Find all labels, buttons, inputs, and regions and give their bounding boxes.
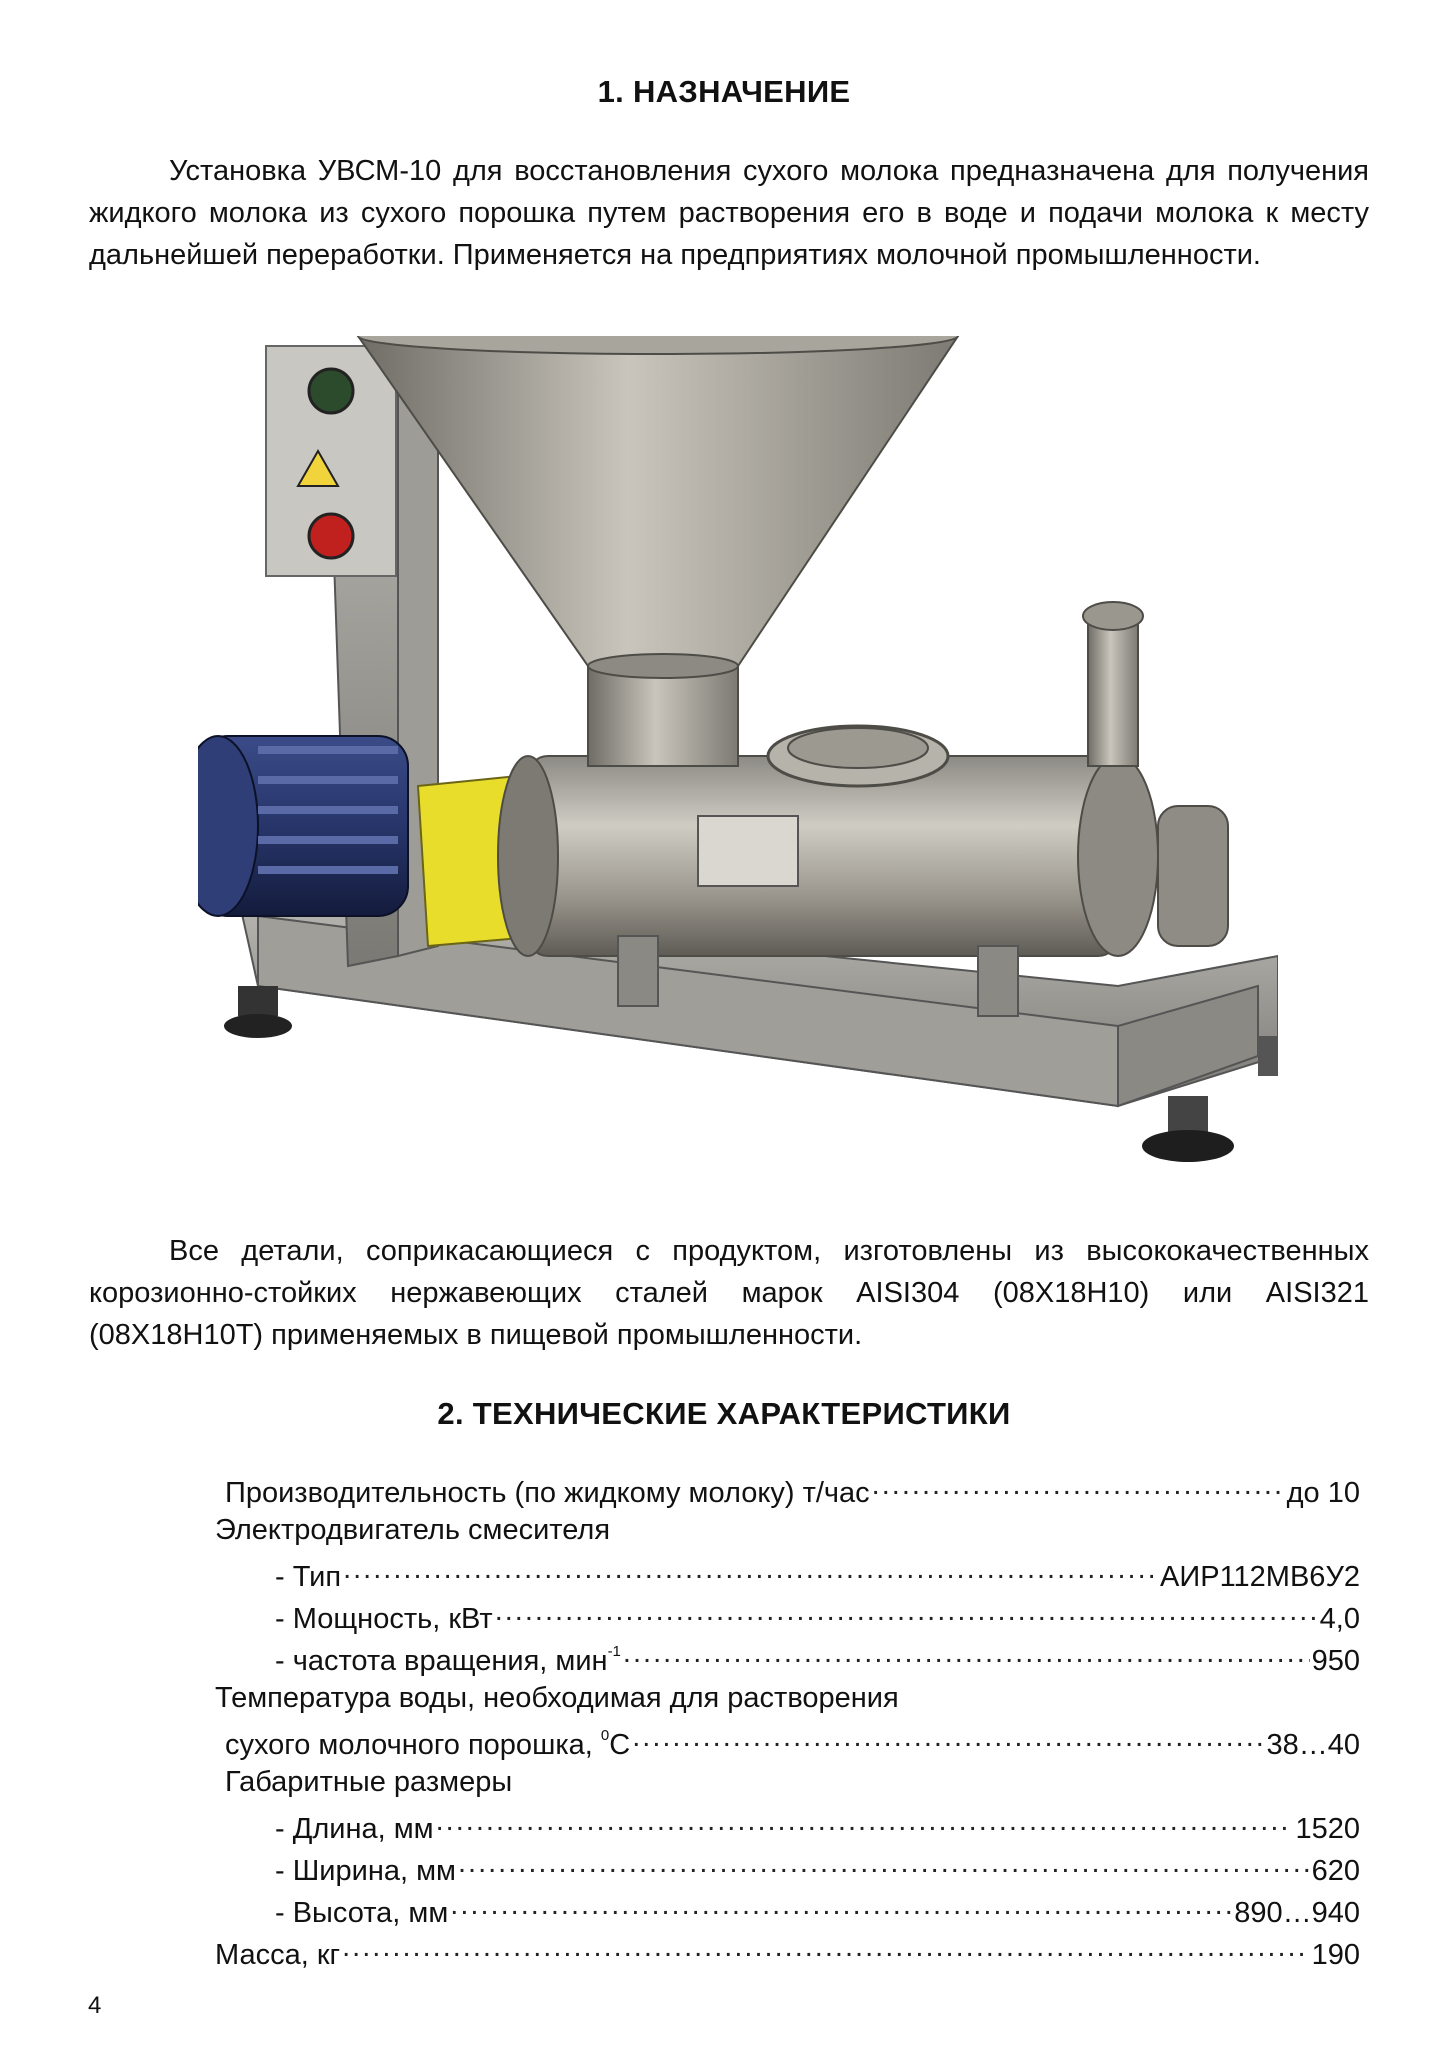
milk-reconstitution-unit-photo — [198, 336, 1278, 1216]
spec-heading-dimensions — [225, 1766, 512, 1806]
spec-row-height — [275, 1892, 1360, 1932]
spec-row-length — [275, 1808, 1360, 1848]
spec-row-motor-type — [275, 1556, 1360, 1596]
spec-label: - Длина, мм — [275, 1813, 434, 1845]
spec-heading-text: Электродвигатель смесителя — [215, 1514, 611, 1546]
section-2-title: 2. ТЕХНИЧЕСКИЕ ХАРАКТЕРИСТИКИ — [437, 1396, 1011, 1431]
spec-heading-text: Габаритные размеры — [225, 1766, 513, 1798]
leader-dots — [436, 1808, 1294, 1838]
materials-text: Все детали, соприкасающиеся с продуктом, изготовлены из высококачественных корозионно-стойких нержавеющих сталей марок AISI304 (08Х18Н10) или AISI321 (08Х18Н10Т) применяемых в пищевой промышленности. — [89, 1235, 1369, 1351]
spec-row-width — [275, 1850, 1360, 1890]
spec-value: 190 — [1311, 1939, 1360, 1971]
spec-label: Производительность (по жидкому молоку) т/час — [225, 1477, 870, 1509]
spec-row-motor-power — [275, 1598, 1360, 1638]
leader-dots — [450, 1892, 1232, 1922]
spec-value: 620 — [1311, 1855, 1360, 1887]
leader-dots — [343, 1556, 1158, 1586]
spec-row-water-temp — [225, 1724, 1360, 1764]
section-1-title: 1. НАЗНАЧЕНИЕ — [597, 74, 851, 109]
spec-row-mass — [215, 1934, 1360, 1974]
leader-dots — [458, 1850, 1310, 1880]
spec-label-text: - частота вращения, мин — [275, 1645, 608, 1677]
materials-paragraph — [89, 1230, 1369, 1356]
spec-label-text: сухого молочного порошка, — [225, 1729, 601, 1761]
spec-heading-motor — [215, 1514, 610, 1554]
spec-label: Масса, кг — [215, 1939, 341, 1971]
spec-value: до 10 — [1286, 1477, 1360, 1509]
spec-heading-water-temp — [215, 1682, 899, 1722]
intro-text: Установка УВСМ-10 для восстановления сухого молока предназначена для получения жидкого молока из сухого порошка путем растворения его в воде и подачи молока к месту дальнейшей переработки. Применяется на предприятиях молочной промышленности. — [89, 155, 1369, 271]
leader-dots — [342, 1934, 1309, 1964]
leader-dots — [495, 1598, 1318, 1628]
spec-value: 38…40 — [1266, 1729, 1360, 1761]
spec-label — [275, 1645, 621, 1678]
spec-value: 950 — [1311, 1645, 1360, 1677]
spec-value: 890…940 — [1234, 1897, 1360, 1929]
spec-value: АИР112МВ6У2 — [1160, 1561, 1360, 1593]
spec-label: - Ширина, мм — [275, 1855, 456, 1887]
spec-heading-text: Температура воды, необходимая для растворения — [215, 1682, 899, 1714]
spec-row-productivity — [225, 1472, 1360, 1512]
spec-row-motor-speed — [275, 1640, 1360, 1680]
spec-label: - Мощность, кВт — [275, 1603, 493, 1635]
spec-value: 1520 — [1295, 1813, 1360, 1845]
spec-unit: С — [609, 1729, 631, 1761]
spec-superscript: -1 — [607, 1643, 621, 1660]
page-number: 4 — [88, 1992, 102, 2019]
intro-paragraph — [89, 150, 1369, 276]
spec-value: 4,0 — [1319, 1603, 1360, 1635]
leader-dots — [632, 1724, 1264, 1754]
spec-label: - Тип — [275, 1561, 342, 1593]
leader-dots — [872, 1472, 1285, 1502]
spec-label — [225, 1729, 630, 1762]
spec-superscript: 0 — [600, 1727, 610, 1744]
spec-label: - Высота, мм — [275, 1897, 449, 1929]
leader-dots — [623, 1640, 1310, 1670]
